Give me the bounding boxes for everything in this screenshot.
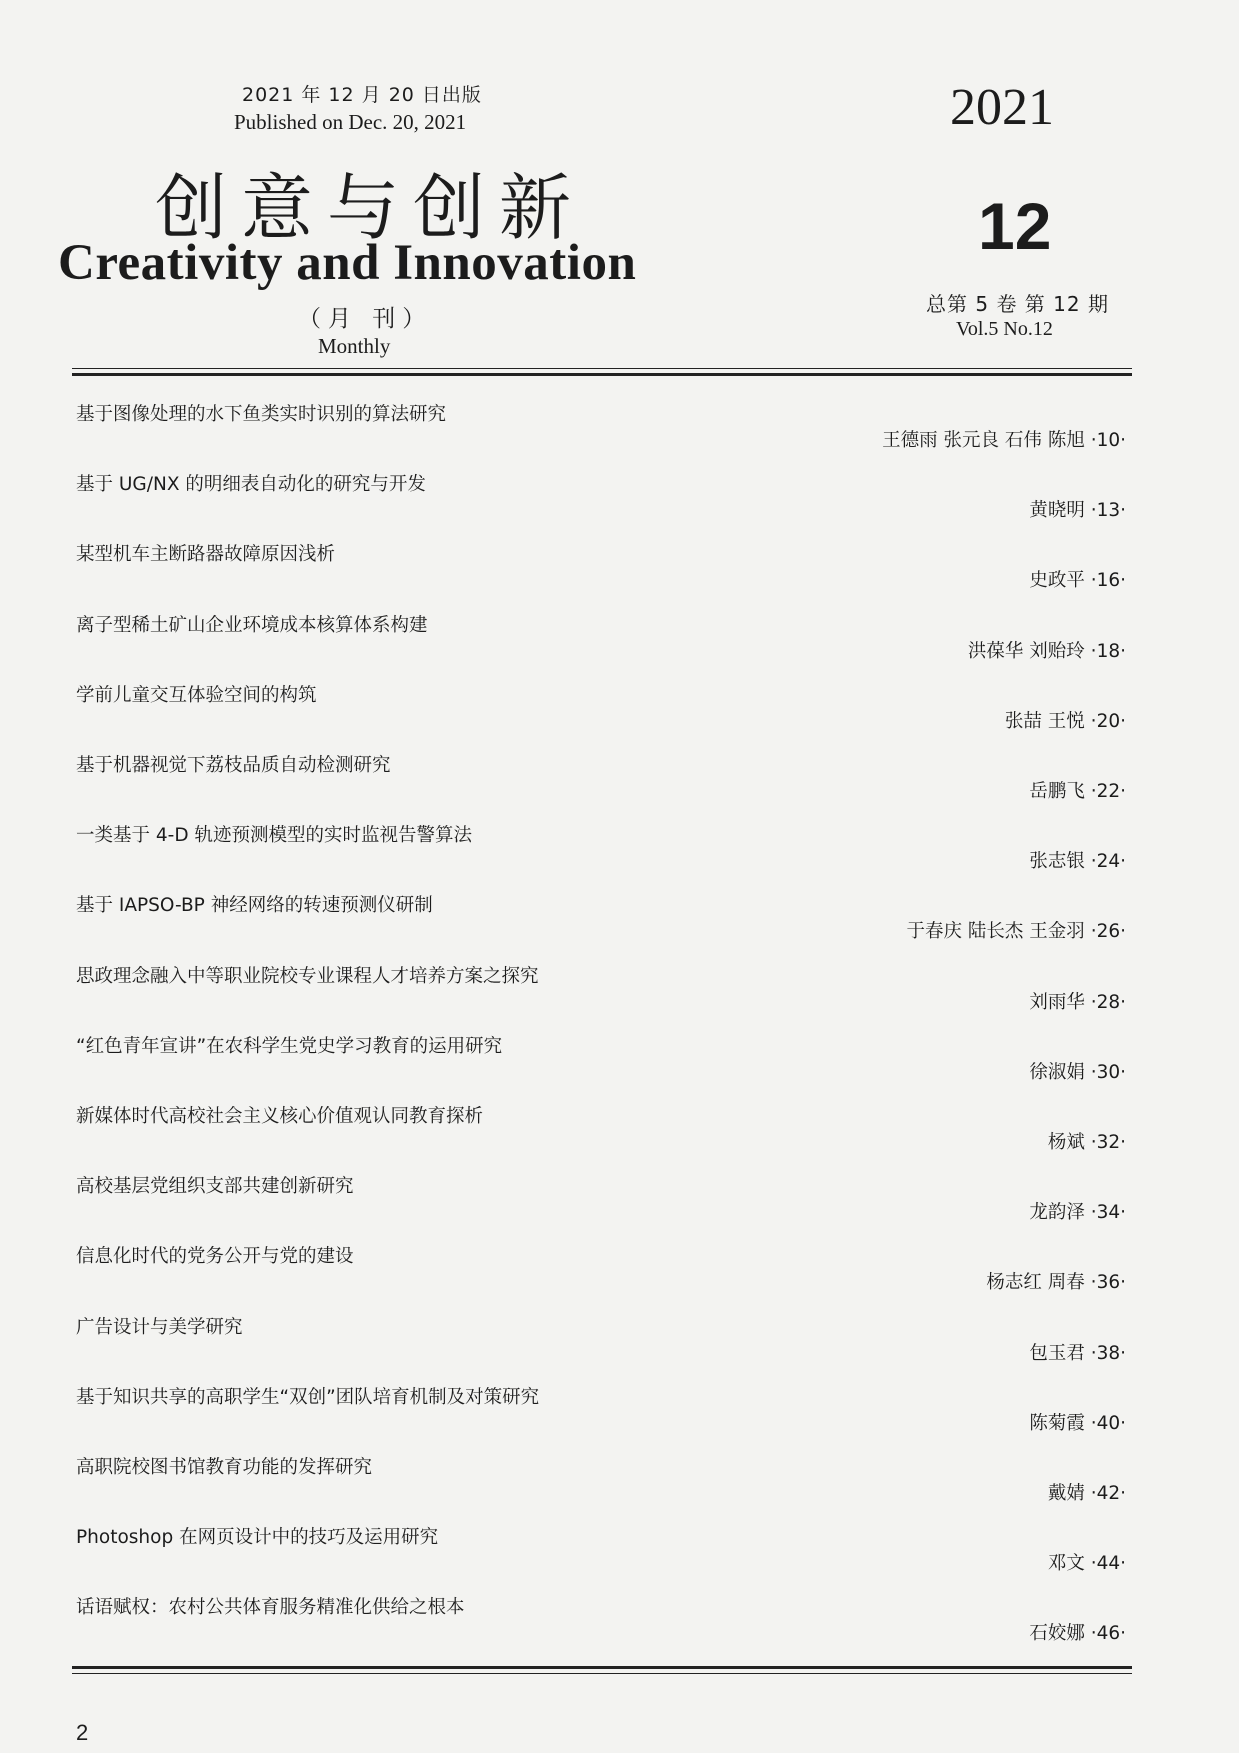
footer-divider-thick [72, 1666, 1132, 1669]
toc-entry-authors: 史政平 ·16· [1029, 570, 1126, 592]
toc-entry-authors: 石姣娜 ·46· [1029, 1623, 1126, 1645]
frequency-en: Monthly [318, 334, 391, 358]
toc-entry-title: 高职院校图书馆教育功能的发挥研究 [76, 1457, 373, 1478]
issue-year: 2021 [950, 79, 1054, 136]
toc-entry-authors: 杨斌 ·32· [1047, 1132, 1126, 1153]
toc-entry-authors: 杨志红 周春 ·36· [986, 1272, 1126, 1294]
toc-entry-title: 新媒体时代高校社会主义核心价值观认同教育探析 [76, 1106, 484, 1127]
toc-entry-authors: 邓文 ·44· [1047, 1553, 1126, 1575]
toc-entry-title: 学前儿童交互体验空间的构筑 [76, 684, 317, 706]
toc-entry-title: 基于 IAPSO-BP 神经网络的转速预测仪研制 [76, 895, 433, 917]
publish-date-cn: 2021 年 12 月 20 日出版 [242, 84, 482, 106]
toc-entry-title: 离子型稀土矿山企业环境成本核算体系构建 [76, 614, 428, 636]
toc-entry-authors: 张志银 ·24· [1029, 851, 1126, 873]
toc-entry-authors: 洪葆华 刘贻玲 ·18· [967, 640, 1126, 662]
publish-date-en: Published on Dec. 20, 2021 [234, 110, 467, 134]
journal-title-en: Creativity and Innovation [58, 235, 637, 291]
toc-entry-title: 某型机车主断路器故障原因浅析 [76, 544, 336, 566]
volume-cn: 总第 5 卷 第 12 期 [926, 292, 1109, 316]
toc-entry-title: 广告设计与美学研究 [76, 1316, 243, 1338]
toc-entry-title: Photoshop 在网页设计中的技巧及运用研究 [76, 1527, 439, 1549]
page-number: 2 [76, 1720, 89, 1745]
footer-divider-thin [72, 1673, 1132, 1674]
toc-entry-authors: 龙韵泽 ·34· [1029, 1202, 1126, 1224]
toc-entry-title: 基于 UG/NX 的明细表自动化的研究与开发 [76, 474, 426, 496]
toc-entry-title: 信息化时代的党务公开与党的建设 [76, 1246, 354, 1268]
toc-entry-authors: 徐淑娟 ·30· [1029, 1061, 1126, 1083]
toc-entry-authors: 于春庆 陆长杰 王金羽 ·26· [906, 921, 1126, 943]
toc-entry-title: 话语赋权：农村公共体育服务精准化供给之根本 [76, 1597, 465, 1619]
toc-entry-title: 思政理念融入中等职业院校专业课程人才培养方案之探究 [76, 965, 539, 987]
toc-entry-authors: 包玉君 ·38· [1029, 1342, 1126, 1364]
toc-entry-authors: 岳鹏飞 ·22· [1029, 781, 1126, 802]
issue-number: 12 [978, 189, 1052, 263]
toc-entry-title: 基于图像处理的水下鱼类实时识别的算法研究 [76, 404, 447, 425]
toc-entry-authors: 戴婧 ·42· [1047, 1483, 1126, 1504]
volume-en: Vol.5 No.12 [956, 318, 1053, 340]
toc-entry-title: 基于知识共享的高职学生“双创”团队培育机制及对策研究 [76, 1386, 540, 1408]
toc-entry-title: “红色青年宣讲”在农科学生党史学习教育的运用研究 [76, 1035, 503, 1057]
toc-entry-authors: 陈菊霞 ·40· [1029, 1412, 1126, 1434]
toc-entry-authors: 刘雨华 ·28· [1029, 991, 1126, 1013]
toc-entry-authors: 王德雨 张元良 石伟 陈旭 ·10· [882, 430, 1126, 451]
frequency-cn: （月 刊） [298, 306, 433, 332]
toc-entry-authors: 黄晓明 ·13· [1029, 500, 1126, 522]
journal-title-cn: 创意与创新 [155, 166, 586, 250]
toc-entry-title: 高校基层党组织支部共建创新研究 [76, 1176, 354, 1198]
toc-entry-title: 一类基于 4-D 轨迹预测模型的实时监视告警算法 [76, 825, 472, 847]
toc-entry-authors: 张喆 王悦 ·20· [1004, 710, 1126, 732]
toc-entry-title: 基于机器视觉下荔枝品质自动检测研究 [76, 755, 391, 776]
